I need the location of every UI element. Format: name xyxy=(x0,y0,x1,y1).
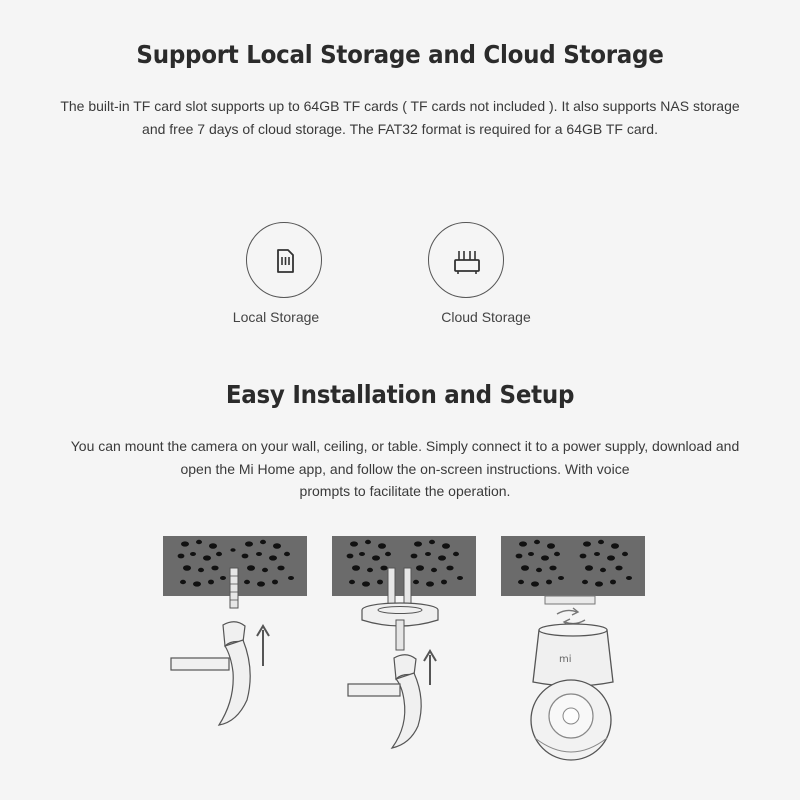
install-description-line: prompts to facilitate the operation. xyxy=(299,483,511,499)
camera-mounted-illustration xyxy=(501,530,661,790)
install-description-line: You can mount the camera on your wall, ceiling, or table. Simply connect it to a power supply, download and xyxy=(70,438,740,454)
storage-description-line: and free 7 days of cloud storage. The FAT32 format is required for a 64GB TF card. xyxy=(142,120,658,137)
storage-description xyxy=(0,95,800,140)
cloud-storage-label: Cloud Storage xyxy=(441,309,531,325)
cloud-storage-circle xyxy=(428,222,504,298)
install-title: Easy Installation and Setup xyxy=(225,380,575,409)
mount-plate-illustration xyxy=(332,530,492,790)
storage-title: Support Local Storage and Cloud Storage xyxy=(136,40,664,69)
install-step-1 xyxy=(163,530,323,790)
storage-description-line: The built-in TF card slot supports up to 64GB TF cards ( TF cards not included ). It also supports NAS storage xyxy=(60,98,740,114)
local-storage-circle xyxy=(246,222,322,298)
install-description-line: open the Mi Home app, and follow the on-screen instructions. With voice xyxy=(180,460,630,477)
install-step-2 xyxy=(332,530,492,790)
router-icon xyxy=(429,223,505,299)
local-storage-label: Local Storage xyxy=(232,309,320,325)
install-step-3 xyxy=(501,530,661,790)
sd-card-icon xyxy=(247,223,323,299)
install-description xyxy=(0,435,800,503)
camera-logo: mi xyxy=(559,654,572,665)
drill-anchor-illustration xyxy=(163,530,323,790)
